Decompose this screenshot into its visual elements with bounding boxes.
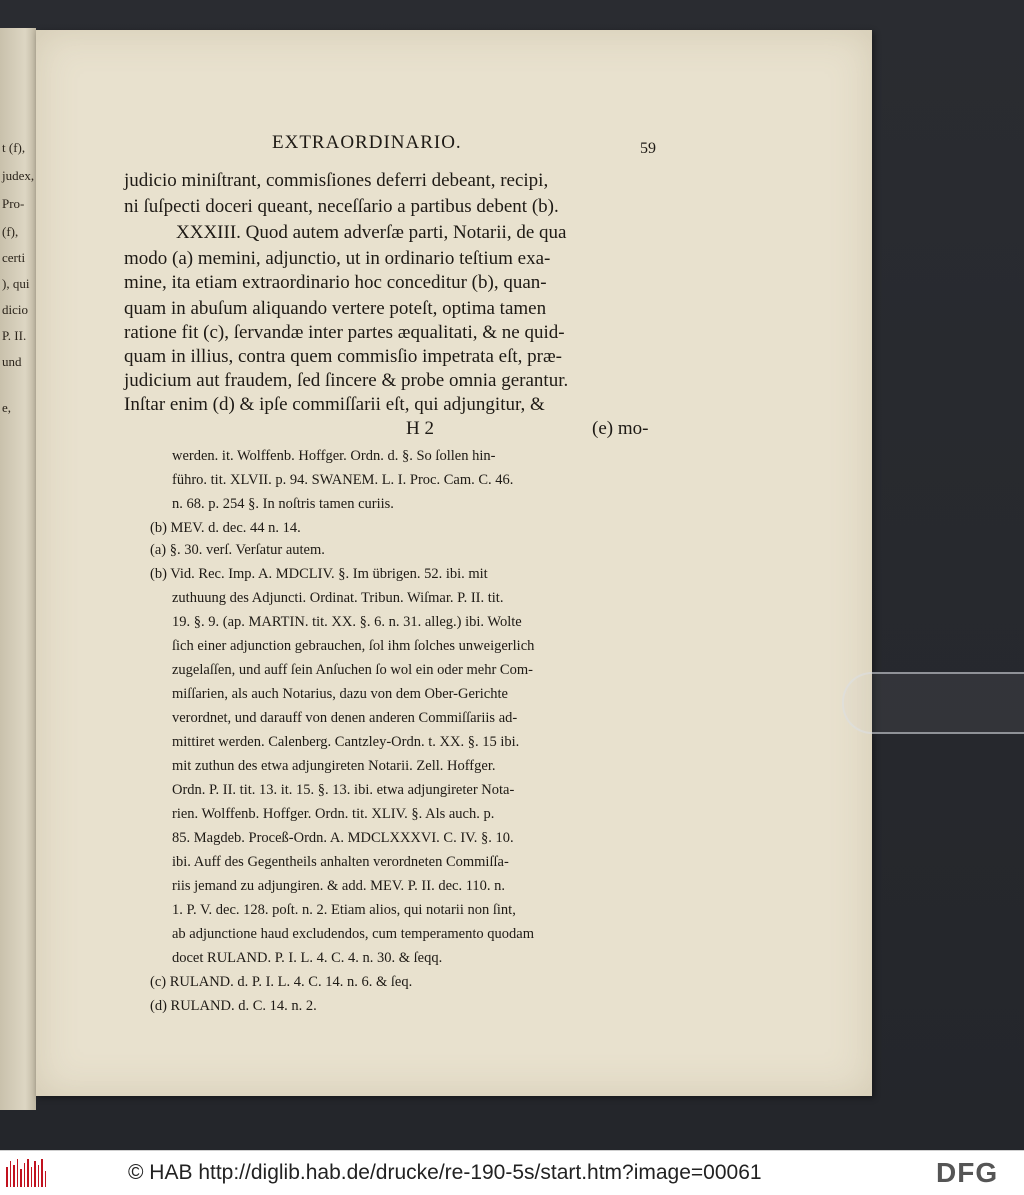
left-fragment: (f),	[2, 224, 19, 239]
running-header: EXTRAORDINARIO.	[272, 132, 462, 153]
source-url-link[interactable]: © HAB http://diglib.hab.de/drucke/re-190-5s/start.htm?image=00061	[128, 1161, 762, 1184]
left-fragment: certi	[2, 250, 26, 265]
note-line: zuthuung des Adjuncti. Ordinat. Tribun. Wiſmar. P. II. tit.	[172, 590, 504, 606]
signature-mark: H 2	[406, 418, 434, 439]
note-line: (b) Vid. Rec. Imp. A. MDCLIV. §. Im übrigen. 52. ibi. mit	[150, 566, 488, 582]
note-line: riis jemand zu adjungiren. & add. MEV. P. II. dec. 110. n.	[172, 878, 506, 894]
note-line: ſich einer adjunction gebrauchen, ſol ihm ſolches unweigerlich	[172, 638, 535, 654]
page-number: 59	[640, 140, 656, 157]
note-line: führo. tit. XLVII. p. 94. SWANEM. L. I. Proc. Cam. C. 46.	[172, 472, 514, 488]
note-line: werden. it. Wolffenb. Hoffger. Ordn. d. §. So ſollen hin-	[172, 448, 496, 464]
body-line: judicium aut fraudem, ſed ſincere & probe omnia gerantur.	[124, 370, 569, 391]
body-line: ratione fit (c), ſervandæ inter partes æqualitati, & ne quid-	[124, 322, 565, 343]
note-line: (b) MEV. d. dec. 44 n. 14.	[150, 520, 301, 536]
note-line: 85. Magdeb. Proceß-Ordn. A. MDCLXXXVI. C. IV. §. 10.	[172, 830, 514, 846]
left-fragment: P. II.	[2, 328, 27, 343]
note-line: rien. Wolffenb. Hoffger. Ordn. tit. XLIV. §. Als auch. p.	[172, 806, 495, 822]
left-fragment: Pro-	[2, 196, 25, 211]
body-line: quam in abuſum aliquando vertere poteſt, optima tamen	[124, 298, 547, 319]
note-line: 1. P. V. dec. 128. poſt. n. 2. Etiam alios, qui notarii non ſint,	[172, 902, 516, 918]
body-line: mine, ita etiam extraordinario hoc conceditur (b), quan-	[124, 272, 547, 293]
footer-bar	[0, 1150, 1024, 1195]
left-fragment: dicio	[2, 302, 28, 317]
left-fragment: ), qui	[2, 276, 30, 291]
catchword: (e) mo-	[592, 418, 649, 439]
note-line: mittiret werden. Calenberg. Cantzley-Ordn. t. XX. §. 15 ibi.	[172, 734, 520, 750]
body-line: ni ſuſpecti doceri queant, neceſſario a partibus debent (b).	[124, 196, 559, 217]
left-fragment: e,	[2, 400, 12, 415]
body-line: modo (a) memini, adjunctio, ut in ordinario teſtium exa-	[124, 248, 551, 269]
note-line: ab adjunctione haud excludendos, cum temperamento quodam	[172, 926, 534, 942]
body-line: Inſtar enim (d) & ipſe commiſſarii eſt, qui adjungitur, &	[124, 394, 545, 415]
note-line: (a) §. 30. verſ. Verſatur autem.	[150, 542, 325, 558]
page-clip	[842, 672, 1024, 734]
note-line: 19. §. 9. (ap. MARTIN. tit. XX. §. 6. n. 31. alleg.) ibi. Wolte	[172, 614, 522, 630]
note-line: zugelaſſen, und auff ſein Anſuchen ſo wol ein oder mehr Com-	[172, 662, 533, 678]
note-line: (d) RULAND. d. C. 14. n. 2.	[150, 998, 317, 1014]
hab-logo-icon	[6, 1159, 46, 1187]
body-line: quam in illius, contra quem commisſio impetrata eſt, præ-	[124, 346, 562, 367]
left-fragment: und	[2, 354, 22, 369]
note-line: docet RULAND. P. I. L. 4. C. 4. n. 30. & ſeqq.	[172, 950, 443, 966]
left-fragment: t (f),	[2, 140, 26, 155]
note-line: ibi. Auff des Gegentheils anhalten verordneten Commiſſa-	[172, 854, 509, 870]
note-line: mit zuthun des etwa adjungireten Notarii. Zell. Hoffger.	[172, 758, 496, 774]
note-line: n. 68. p. 254 §. In noſtris tamen curiis.	[172, 496, 394, 512]
body-line: judicio miniſtrant, commisſiones deferri debeant, recipi,	[124, 170, 549, 191]
note-line: verordnet, und darauff von denen anderen Commiſſariis ad-	[172, 710, 518, 726]
note-line: Ordn. P. II. tit. 13. it. 15. §. 13. ibi. etwa adjungireter Nota-	[172, 782, 515, 798]
note-line: (c) RULAND. d. P. I. L. 4. C. 14. n. 6. & ſeq.	[150, 974, 413, 990]
left-page-edge	[0, 28, 36, 1110]
note-line: miſſarien, als auch Notarius, dazu von dem Ober-Gerichte	[172, 686, 508, 702]
dfg-logo: DFG	[936, 1157, 999, 1188]
body-line: XXXIII. Quod autem adverſæ parti, Notarii, de qua	[176, 222, 567, 243]
left-fragment: judex,	[2, 168, 35, 183]
